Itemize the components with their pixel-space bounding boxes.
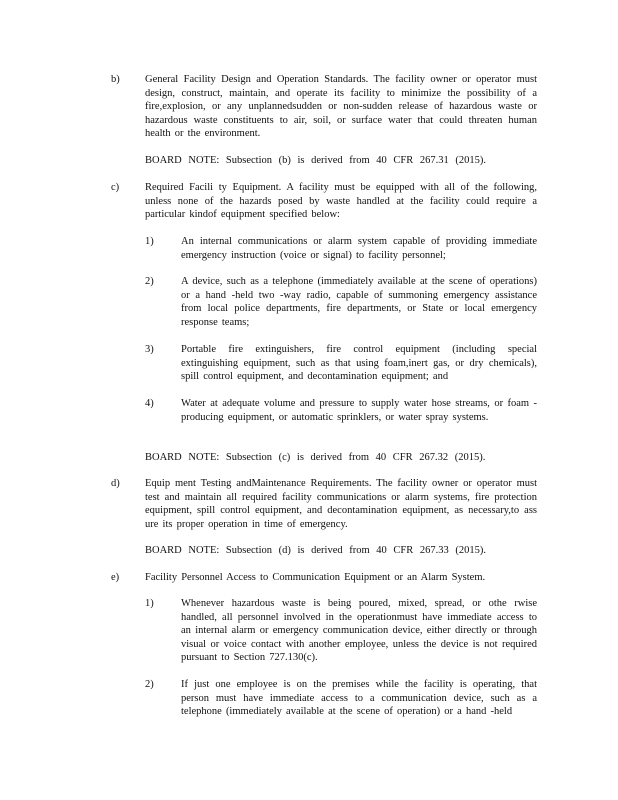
section-c-item-4-label: 4) (145, 398, 154, 409)
section-e-item-1-text: Whenever hazardous waste is being poured, mixed, spread, or othe rwise handled, all personnel involved in the operationmust have immediate access to an internal alarm or emergency communication device, either directly or through visual or voice contact with another employee, unless the device is not required pursuant to Section 727.130(c). (181, 598, 537, 664)
section-e-label: e) (111, 572, 120, 583)
section-b-text: General Facility Design and Operation Standards. The facility owner or operator must design, construct, maintain, and operate its facility to minimize the possibility of a fire,explosion, or any unplannedsudden or non-sudden release of hazardous waste or hazardous waste constituents to air, soil, or surface water that could threaten human health or the environment. (145, 74, 537, 140)
section-c-item-2-label: 2) (145, 276, 154, 287)
section-d-board-note: BOARD NOTE: Subsection (d) is derived from 40 CFR 267.33 (2015). (145, 545, 486, 556)
section-c-text: Required Facili ty Equipment. A facility must be equipped with all of the following, unless none of the hazards posed by waste handled at the facility could require a particular kindof equipment specified below: (145, 182, 537, 221)
section-d-text: Equip ment Testing andMaintenance Requirements. The facility owner or operator must test and maintain all required facility communications or alarm systems, fire protection equipment, spill control equipment, and decontamination equipment, as necessary,to ass ure its proper operation in time of emergency. (145, 478, 537, 530)
section-c-item-3-text: Portable fire extinguishers, fire control equipment (including special extinguishing equipment, such as that using foam,inert gas, or dry chemicals), spill control equipment, and decontamination equipment; and (181, 344, 537, 383)
section-d-label: d) (111, 478, 120, 489)
section-e-item-2-label: 2) (145, 679, 154, 690)
section-c-item-3-label: 3) (145, 344, 154, 355)
section-e-text: Facility Personnel Access to Communication Equipment or an Alarm System. (145, 572, 486, 583)
section-c-item-2-text: A device, such as a telephone (immediately available at the scene of operations) or a hand -held two -way radio, capable of summoning emergency assistance from local police departments, fire departments, or State or local emergency response teams; (181, 276, 537, 328)
section-b-label: b) (111, 74, 120, 85)
section-e-item-1-label: 1) (145, 598, 154, 609)
section-b-board-note: BOARD NOTE: Subsection (b) is derived from 40 CFR 267.31 (2015). (145, 155, 486, 166)
section-c-label: c) (111, 182, 120, 193)
section-e-item-2-text: If just one employee is on the premises while the facility is operating, that person must have immediate access to a communication device, such as a telephone (immediately available at the scene of operation) or a hand -held (181, 679, 537, 718)
section-c-item-4-text: Water at adequate volume and pressure to supply water hose streams, or foam -producing equipment, or automatic sprinklers, or water spray systems. (181, 398, 537, 423)
section-c-item-1-text: An internal communications or alarm system capable of providing immediate emergency instruction (voice or signal) to facility personnel; (181, 236, 537, 261)
section-c-board-note: BOARD NOTE: Subsection (c) is derived from 40 CFR 267.32 (2015). (145, 452, 486, 463)
section-c-item-1-label: 1) (145, 236, 154, 247)
